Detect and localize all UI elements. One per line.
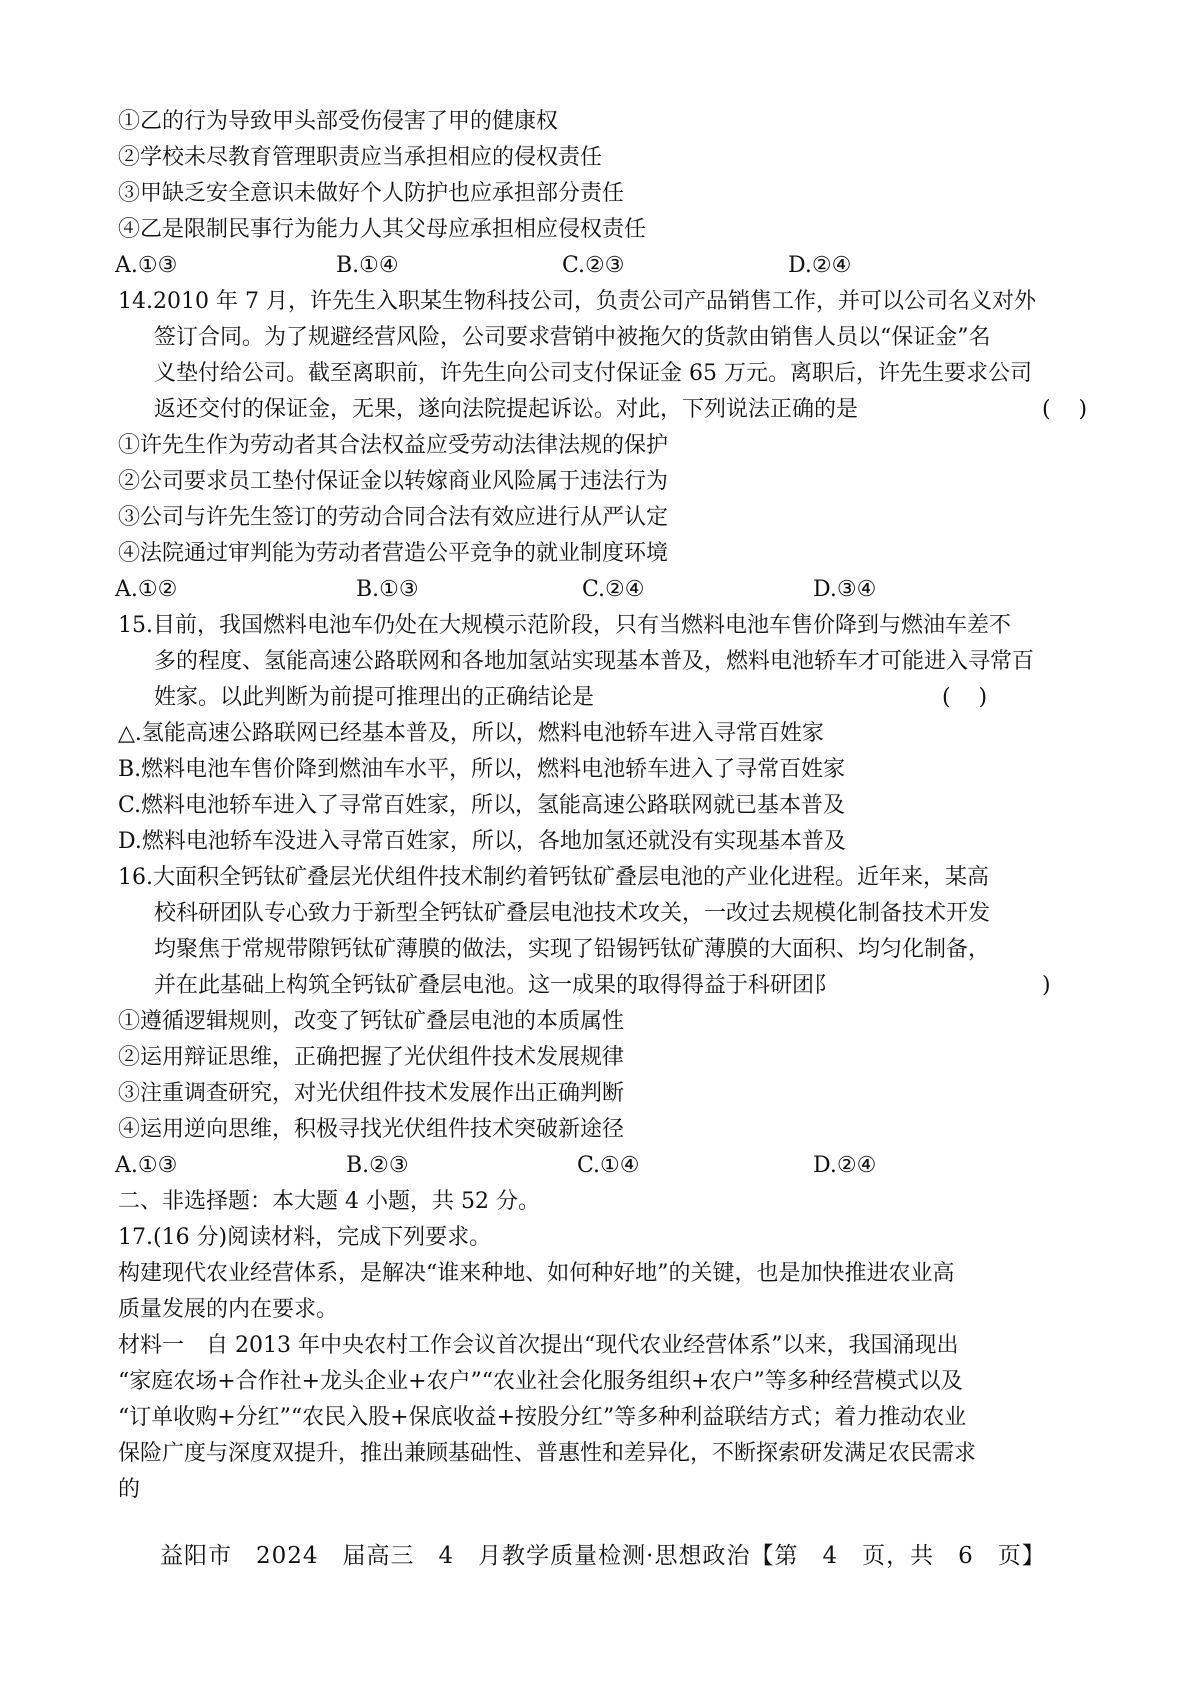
q13-choice-b: B.①④ bbox=[336, 253, 399, 278]
q17-title: 17.(16 分)阅读材料，完成下列要求。 bbox=[118, 1225, 492, 1250]
page-footer: 益阳市 2024 届高三 4 月教学质量检测·思想政治【第 4 页，共 6 页】 bbox=[160, 1543, 1046, 1569]
q15-line-1: 15.目前，我国燃料电池车仍处在大规模示范阶段，只有当燃料电池车售价降到与燃油车差不 bbox=[118, 613, 1011, 638]
q15-line-2: 多的程度、氢能高速公路联网和各地加氢站实现基本普及，燃料电池轿车才可能进入寻常百 bbox=[154, 649, 1035, 674]
q16-choice-a: A.①③ bbox=[115, 1153, 178, 1178]
q16-line-2: 校科研团队专心致力于新型全钙钛矿叠层电池技术攻关，一改过去规模化制备技术开发 bbox=[154, 901, 991, 926]
q17-material-line-5: 的 bbox=[118, 1477, 141, 1502]
q16-option-2: ②运用辩证思维，正确把握了光伏组件技术发展规律 bbox=[118, 1045, 625, 1070]
q13-choice-a: A.①③ bbox=[115, 253, 178, 278]
q17-material-line-4: 保险广度与深度双提升，推出兼顾基础性、普惠性和差异化，不断探索研发满足农民需求 bbox=[118, 1441, 977, 1466]
q16-line-4 bbox=[118, 968, 1120, 1004]
q15-option-a: △.氢能高速公路联网已经基本普及，所以，燃料电池轿车进入寻常百姓家 bbox=[118, 721, 824, 746]
q13-choices bbox=[115, 248, 1120, 284]
q14-choice-a: A.①② bbox=[115, 577, 178, 602]
section-heading: 二、非选择题：本大题 4 小题，共 52 分。 bbox=[118, 1189, 540, 1214]
q13-option-2: ②学校未尽教育管理职责应当承担相应的侵权责任 bbox=[118, 145, 603, 170]
q17-material-line-2: “家庭农场+合作社+龙头企业+农户”“农业社会化服务组织+农户”等多种经营模式以及 bbox=[118, 1369, 963, 1394]
q16-choice-b: B.②③ bbox=[346, 1153, 409, 1178]
q14-line-1: 14.2010 年 7 月，许先生入职某生物科技公司，负责公司产品销售工作，并可以公司名义对外 bbox=[118, 289, 1036, 314]
q14-line-3: 义垫付给公司。截至离职前，许先生向公司支付保证金 65 万元。离职后，许先生要求公司 bbox=[154, 361, 1032, 386]
q16-option-3: ③注重调查研究，对光伏组件技术发展作出正确判断 bbox=[118, 1081, 625, 1106]
q14-line-2: 签订合同。为了规避经营风险，公司要求营销中被拖欠的货款由销售人员以“保证金”名 bbox=[154, 325, 991, 350]
question-16 bbox=[115, 860, 1120, 1184]
q15-answer-paren: ( ) bbox=[942, 685, 988, 710]
q15-option-c: C.燃料电池轿车进入了寻常百姓家，所以，氢能高速公路联网就已基本普及 bbox=[118, 793, 846, 818]
q16-choices bbox=[115, 1148, 1120, 1184]
q17-intro-line-2: 质量发展的内在要求。 bbox=[118, 1297, 339, 1322]
q15-line-3-text: 姓家。以此判断为前提可推理出的正确结论是 bbox=[154, 685, 595, 710]
q16-line-3: 均聚焦于常规带隙钙钛矿薄膜的做法，实现了铅锡钙钛矿薄膜的大面积、均匀化制备， bbox=[154, 937, 991, 962]
q14-choice-b: B.①③ bbox=[356, 577, 419, 602]
q14-choices bbox=[115, 572, 1120, 608]
q17-material-line-1: 材料一 自 2013 年中央农村工作会议首次提出“现代农业经营体系”以来，我国涌现出 bbox=[118, 1333, 959, 1358]
q14-option-3: ③公司与许先生签订的劳动合同合法有效应进行从严认定 bbox=[118, 505, 669, 530]
q14-option-2: ②公司要求员工垫付保证金以转嫁商业风险属于违法行为 bbox=[118, 469, 669, 494]
q15-option-b: B.燃料电池车售价降到燃油车水平，所以，燃料电池轿车进入了寻常百姓家 bbox=[118, 757, 846, 782]
q13-options bbox=[118, 104, 1120, 248]
q14-line-4-text: 返还交付的保证金，无果，遂向法院提起诉讼。对此，下列说法正确的是 bbox=[154, 397, 859, 422]
q16-choice-c: C.①④ bbox=[577, 1153, 640, 1178]
question-15 bbox=[118, 608, 1120, 860]
q16-answer-paren: ) bbox=[1042, 973, 1051, 998]
q14-line-4 bbox=[118, 392, 1120, 428]
q17-intro-line-1: 构建现代农业经营体系，是解决“谁来种地、如何种好地”的关键，也是加快推进农业高 bbox=[118, 1261, 955, 1286]
q14-answer-paren: ( ) bbox=[1042, 397, 1088, 422]
q16-line-1: 16.大面积全钙钛矿叠层光伏组件技术制约着钙钛矿叠层电池的产业化进程。近年来，某高 bbox=[118, 865, 989, 890]
q14-choice-d: D.③④ bbox=[813, 577, 877, 602]
q17-material-line-3: “订单收购+分红”“农民入股+保底收益+按股分红”等多种利益联结方式；着力推动农业 bbox=[118, 1405, 967, 1430]
q13-option-4: ④乙是限制民事行为能力人其父母应承担相应侵权责任 bbox=[118, 217, 647, 242]
q14-option-4: ④法院通过审判能为劳动者营造公平竞争的就业制度环境 bbox=[118, 541, 669, 566]
q14-option-1: ①许先生作为劳动者其合法权益应受劳动法律法规的保护 bbox=[118, 433, 669, 458]
q13-choice-c: C.②③ bbox=[562, 253, 625, 278]
q15-option-d: D.燃料电池轿车没进入寻常百姓家，所以，各地加氢还就没有实现基本普及 bbox=[118, 829, 846, 854]
q15-line-3 bbox=[118, 680, 1120, 716]
q16-choice-d: D.②④ bbox=[813, 1153, 877, 1178]
q14-choice-c: C.②④ bbox=[582, 577, 645, 602]
q13-option-1: ①乙的行为导致甲头部受伤侵害了甲的健康权 bbox=[118, 109, 559, 134]
question-14 bbox=[115, 284, 1120, 608]
q16-option-1: ①遵循逻辑规则，改变了钙钛矿叠层电池的本质属性 bbox=[118, 1009, 625, 1034]
section-non-choice bbox=[118, 1184, 1120, 1508]
q13-choice-d: D.②④ bbox=[788, 253, 852, 278]
q13-option-3: ③甲缺乏安全意识未做好个人防护也应承担部分责任 bbox=[118, 181, 625, 206]
q16-line-4-text: 并在此基础上构筑全钙钛矿叠层电池。这一成果的取得得益于科研团阝 bbox=[154, 973, 837, 998]
q16-option-4: ④运用逆向思维，积极寻找光伏组件技术突破新途径 bbox=[118, 1117, 625, 1142]
